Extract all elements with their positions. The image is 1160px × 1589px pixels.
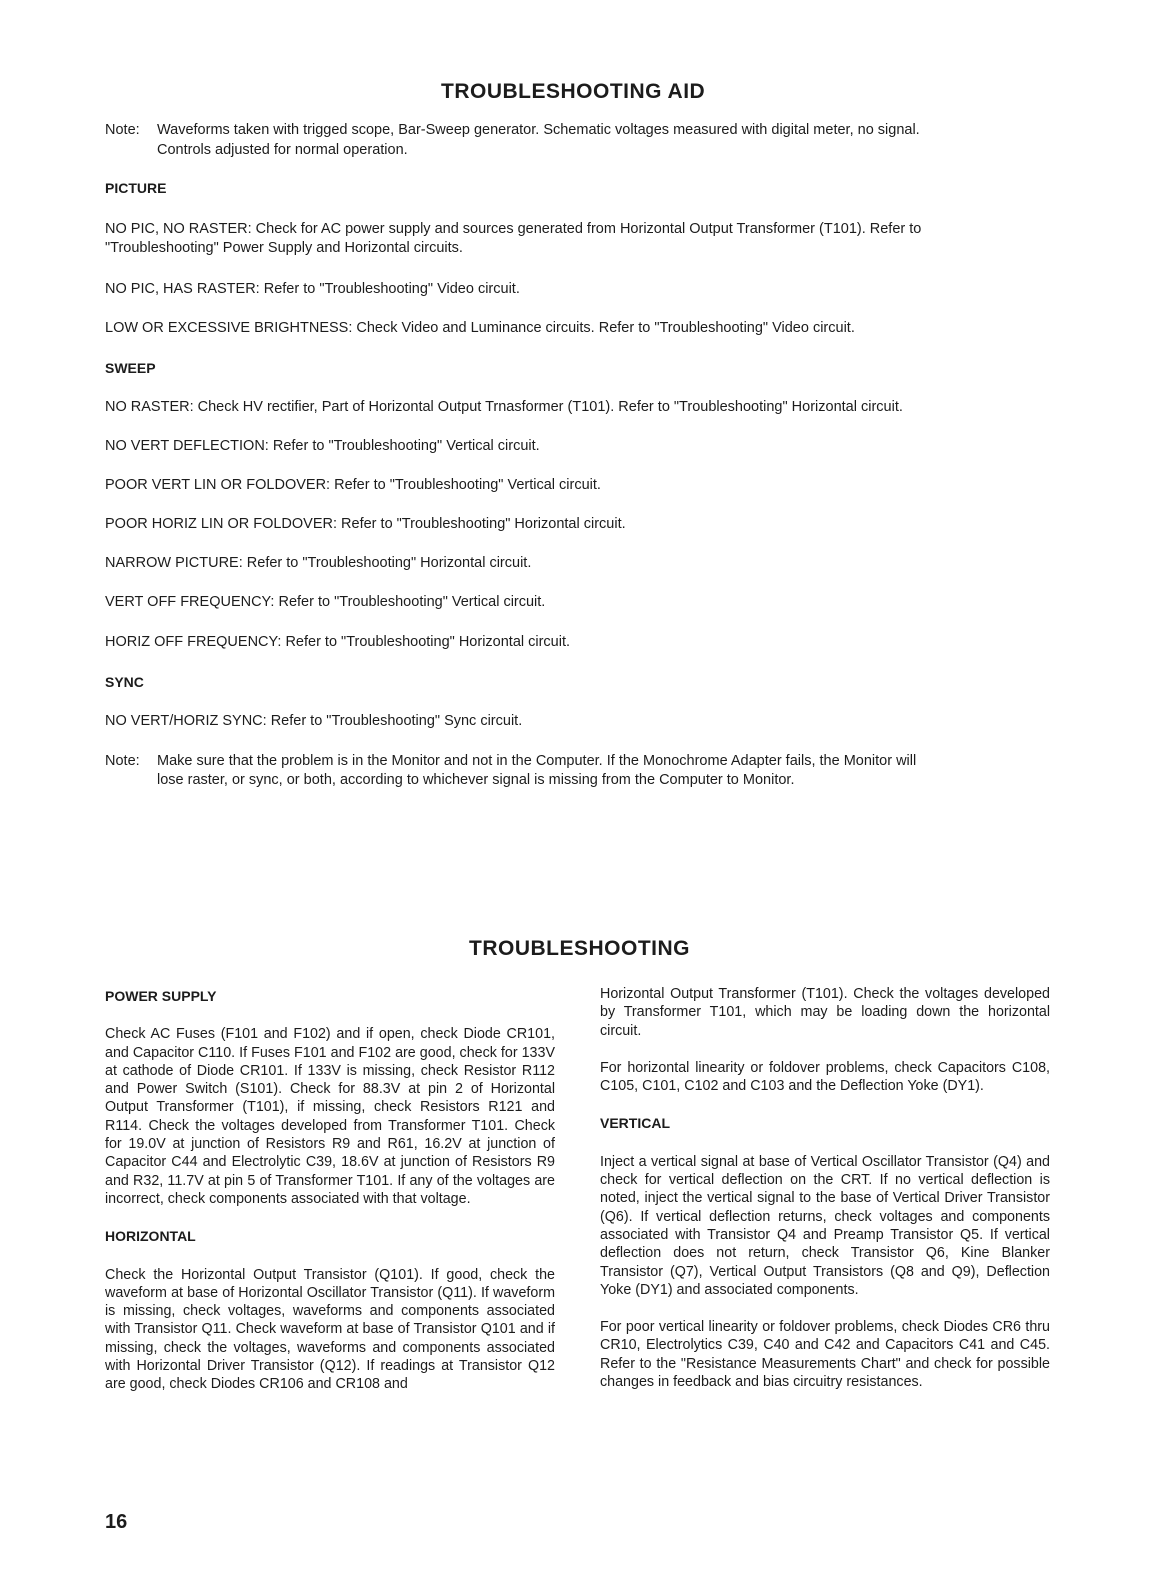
note1-line2: Controls adjusted for normal operation. — [157, 142, 408, 158]
note1-line1: Waveforms taken with trigged scope, Bar-Sweep generator. Schematic voltages measured with digital meter, no signal. — [157, 122, 920, 138]
horizontal-linearity-text: For horizontal linearity or foldover problems, check Capacitors C108, C105, C101, C102 and C103 and the Deflection Yoke (DY1). — [600, 1059, 1050, 1095]
vert-off-frequency-item: VERT OFF FREQUENCY: Refer to "Troubleshooting" Vertical circuit. — [105, 594, 546, 610]
no-sync-item: NO VERT/HORIZ SYNC: Refer to "Troubleshooting" Sync circuit. — [105, 713, 523, 729]
horizontal-text: Check the Horizontal Output Transistor (Q101). If good, check the waveform at base of Horizontal Oscillator Transistor (Q11). If waveform is missing, check voltages, waveforms and components associated with Transistor Q11. Check waveform at base of Transistor Q101 and if missing, check the voltages, waveforms and components associated with Horizontal Driver Transistor (Q12). If readings at Transistor Q12 are good, check Diodes CR106 and CR108 and — [105, 1266, 555, 1393]
note2-line1: Make sure that the problem is in the Monitor and not in the Computer. If the Monochrome Adapter fails, the Monitor will — [157, 753, 917, 769]
vertical-text: Inject a vertical signal at base of Vertical Oscillator Transistor (Q4) and check for vertical deflection on the CRT. If no vertical deflection is noted, inject the vertical signal to the base of Vertical Driver Transistor (Q6). If vertical deflection returns, check voltages and components associated with Transistor Q4 and Preamp Transistor Q5. If vertical deflection does not return, check Transistor Q6, Kine Blanker Transistor (Q7), Vertical Output Transistors (Q8 and Q9), Deflection Yoke (DY1) and associated components. — [600, 1153, 1050, 1298]
horizontal-heading: HORIZONTAL — [105, 1228, 196, 1245]
note1-label: Note: — [105, 122, 140, 138]
no-pic-has-raster: NO PIC, HAS RASTER: Refer to "Troubleshooting" Video circuit. — [105, 281, 520, 297]
page-number: 16 — [105, 1511, 128, 1533]
aid-title: TROUBLESHOOTING AID — [441, 80, 706, 103]
vertical-heading: VERTICAL — [600, 1115, 670, 1132]
narrow-picture-item: NARROW PICTURE: Refer to "Troubleshooting" Horizontal circuit. — [105, 555, 532, 571]
no-pic-no-raster-line1: NO PIC, NO RASTER: Check for AC power supply and sources generated from Horizontal Output Transformer (T101). Refer to — [105, 221, 922, 237]
horiz-off-frequency-item: HORIZ OFF FREQUENCY: Refer to "Troubleshooting" Horizontal circuit. — [105, 634, 571, 650]
troubleshooting-title: TROUBLESHOOTING — [469, 937, 690, 960]
sweep-heading: SWEEP — [105, 360, 156, 376]
right-column — [600, 985, 1050, 1391]
poor-horiz-lin-item: POOR HORIZ LIN OR FOLDOVER: Refer to "Troubleshooting" Horizontal circuit. — [105, 516, 626, 532]
power-supply-heading: POWER SUPPLY — [105, 988, 217, 1004]
note2-label: Note: — [105, 753, 140, 769]
no-raster-item: NO RASTER: Check HV rectifier, Part of Horizontal Output Trnasformer (T101). Refer to "Troubleshooting" Horizontal circuit. — [105, 399, 903, 415]
brightness-item: LOW OR EXCESSIVE BRIGHTNESS: Check Video and Luminance circuits. Refer to "Troubleshooting" Video circuit. — [105, 320, 855, 336]
sync-heading: SYNC — [105, 674, 144, 690]
no-pic-no-raster-line2: "Troubleshooting" Power Supply and Horizontal circuits. — [105, 240, 463, 256]
horizontal-continued-text: Horizontal Output Transformer (T101). Check the voltages developed by Transformer T101, which may be loading down the horizontal circuit. — [600, 986, 1050, 1039]
left-column — [105, 987, 555, 1394]
poor-vert-lin-item: POOR VERT LIN OR FOLDOVER: Refer to "Troubleshooting" Vertical circuit. — [105, 477, 601, 493]
note2-line2: lose raster, or sync, or both, according to whichever signal is missing from the Computer to Monitor. — [157, 772, 795, 788]
no-vert-deflection-item: NO VERT DEFLECTION: Refer to "Troubleshooting" Vertical circuit. — [105, 438, 540, 454]
vertical-linearity-text: For poor vertical linearity or foldover problems, check Diodes CR6 thru CR10, Electrolytics C39, C40 and C42 and Capacitors C41 and C45. Refer to the "Resistance Measurements Chart" and check for possible changes in feedback and bias circuitry resistances. — [600, 1319, 1050, 1391]
power-supply-text: Check AC Fuses (F101 and F102) and if open, check Diode CR101, and Capacitor C110. If Fuses F101 and F102 are good, check for 133V at cathode of Diode CR101. If 133V is missing, check Resistor R112 and Power Switch (S101). Check for 88.3V at pin 2 of Horizontal Output Transformer (T101), if missing, check Resistors R121 and R114. Check the voltages developed from Transformer T101. Check for 19.0V at junction of Resistors R9 and R61, 16.2V at junction of Capacitor C44 and Electrolytic C39, 18.6V at junction of Resistors R9 and R32, 11.7V at pin 5 of Transformer T101. If any of the voltages are incorrect, check components associated with that voltage. — [105, 1026, 555, 1207]
picture-heading: PICTURE — [105, 180, 167, 196]
